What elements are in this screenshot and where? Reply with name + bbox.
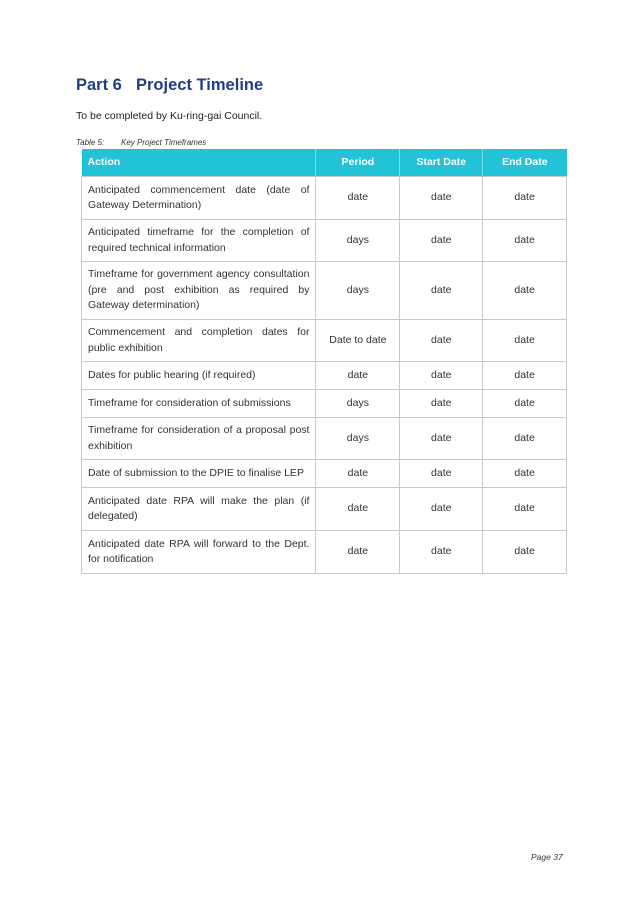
table-row [82, 460, 567, 488]
period-cell: days [316, 220, 400, 262]
header-action: Action [82, 149, 316, 177]
table-header-row [82, 149, 567, 177]
action-cell: Anticipated date RPA will make the plan (if delegated) [82, 488, 316, 531]
section-heading [76, 76, 263, 95]
period-cell: Date to date [316, 320, 400, 362]
period-cell: days [316, 418, 400, 460]
header-start-date: Start Date [400, 149, 483, 177]
action-cell: Anticipated date RPA will forward to the Dept. for notification [82, 531, 316, 574]
table-row [82, 177, 567, 220]
header-period: Period [316, 149, 400, 177]
end-date-cell: date [483, 362, 567, 390]
start-date-cell: date [400, 531, 483, 574]
start-date-cell: date [400, 220, 483, 262]
end-date-cell: date [483, 220, 567, 262]
header-end-date: End Date [483, 149, 567, 177]
timeframes-table [81, 149, 567, 574]
end-date-cell: date [483, 262, 567, 320]
action-cell: Anticipated commencement date (date of Gateway Determination) [82, 177, 316, 220]
period-cell: date [316, 460, 400, 488]
start-date-cell: date [400, 390, 483, 418]
start-date-cell: date [400, 488, 483, 531]
start-date-cell: date [400, 362, 483, 390]
table-caption-label: Table 5: [76, 138, 105, 147]
end-date-cell: date [483, 320, 567, 362]
action-cell: Commencement and completion dates for public exhibition [82, 320, 316, 362]
period-cell: date [316, 362, 400, 390]
action-cell: Date of submission to the DPIE to finalise LEP [82, 460, 316, 488]
table-row [82, 418, 567, 460]
table-row [82, 390, 567, 418]
table-row [82, 262, 567, 320]
action-cell: Timeframe for consideration of submissions [82, 390, 316, 418]
table-row [82, 488, 567, 531]
period-cell: date [316, 177, 400, 220]
section-number: Part 6 [76, 76, 122, 94]
end-date-cell: date [483, 531, 567, 574]
page-number: Page 37 [531, 852, 563, 862]
start-date-cell: date [400, 460, 483, 488]
table-row [82, 531, 567, 574]
action-cell: Dates for public hearing (if required) [82, 362, 316, 390]
intro-text: To be completed by Ku-ring-gai Council. [76, 110, 263, 122]
table-row [82, 320, 567, 362]
period-cell: days [316, 390, 400, 418]
action-cell: Timeframe for government agency consultation (pre and post exhibition as required by Gateway determination) [82, 262, 316, 320]
period-cell: days [316, 262, 400, 320]
end-date-cell: date [483, 390, 567, 418]
table-row [82, 220, 567, 262]
table-caption [76, 138, 206, 147]
end-date-cell: date [483, 418, 567, 460]
end-date-cell: date [483, 460, 567, 488]
action-cell: Timeframe for consideration of a proposal post exhibition [82, 418, 316, 460]
table-row [82, 362, 567, 390]
table-caption-title: Key Project Timeframes [121, 138, 207, 147]
start-date-cell: date [400, 418, 483, 460]
start-date-cell: date [400, 177, 483, 220]
period-cell: date [316, 531, 400, 574]
end-date-cell: date [483, 488, 567, 531]
action-cell: Anticipated timeframe for the completion of required technical information [82, 220, 316, 262]
end-date-cell: date [483, 177, 567, 220]
start-date-cell: date [400, 262, 483, 320]
start-date-cell: date [400, 320, 483, 362]
period-cell: date [316, 488, 400, 531]
section-title: Project Timeline [136, 76, 264, 94]
